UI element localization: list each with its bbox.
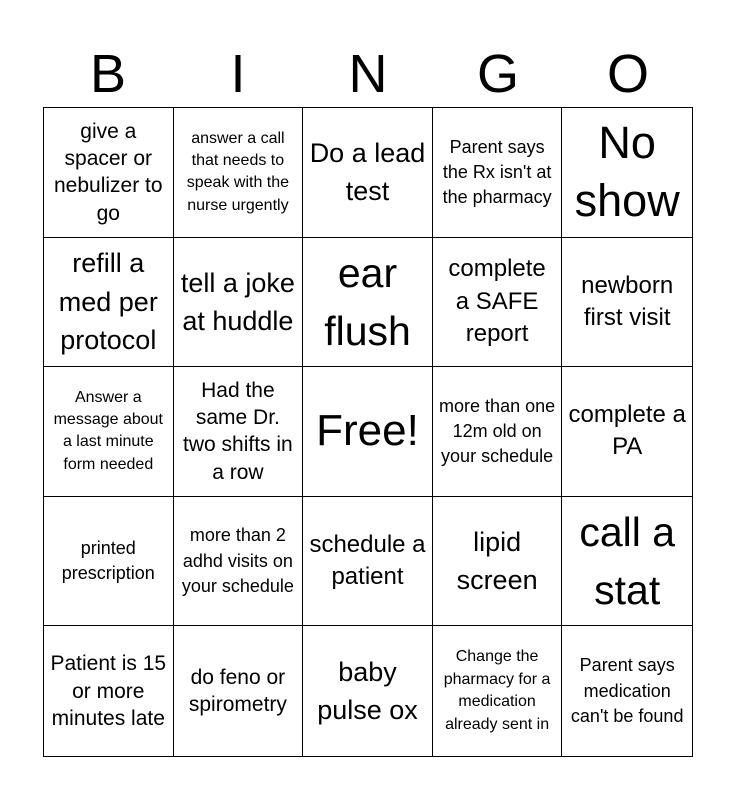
cell-label: No show	[574, 116, 680, 227]
bingo-cell[interactable]	[303, 626, 433, 756]
bingo-cell[interactable]	[174, 108, 304, 238]
cell-label: complete a PA	[568, 401, 686, 461]
cell-label: answer a call that needs to speak with the nurse urgently	[186, 129, 290, 214]
bingo-cell[interactable]	[303, 108, 433, 238]
cell-label: refill a med per protocol	[58, 248, 158, 356]
cell-label: ear flush	[324, 249, 411, 354]
bingo-board	[43, 107, 693, 757]
cell-label: Had the same Dr. two shifts in a row	[183, 378, 293, 484]
cell-label: Free!	[316, 406, 419, 456]
bingo-cell[interactable]	[562, 108, 692, 238]
cell-label: schedule a patient	[309, 530, 426, 591]
bingo-cell[interactable]	[562, 238, 692, 368]
header-letter-o: O	[606, 44, 649, 104]
bingo-cell[interactable]	[433, 108, 563, 238]
cell-label: complete a SAFE report	[448, 255, 546, 348]
bingo-cell[interactable]	[433, 497, 563, 627]
cell-label: more than one 12m old on your schedule	[439, 395, 556, 467]
bingo-cell[interactable]	[174, 238, 304, 368]
bingo-cell[interactable]	[562, 626, 692, 756]
bingo-cell[interactable]	[562, 367, 692, 497]
free-space-cell[interactable]	[303, 367, 433, 497]
cell-label: tell a joke at huddle	[180, 267, 295, 336]
bingo-cell[interactable]	[44, 238, 174, 368]
header-letter-g: G	[476, 44, 519, 104]
header-letter-b: B	[89, 44, 127, 104]
cell-label: give a spacer or nebulizer to go	[54, 119, 163, 225]
cell-label: Answer a message about a last minute form needed	[53, 388, 163, 473]
cell-label: Parent says the Rx isn't at the pharmacy	[442, 136, 552, 207]
bingo-cell[interactable]	[174, 367, 304, 497]
bingo-cell[interactable]	[433, 238, 563, 368]
cell-label: call a stat	[579, 508, 676, 614]
bingo-cell[interactable]	[303, 238, 433, 368]
bingo-cell[interactable]	[44, 626, 174, 756]
cell-label: Do a lead test	[309, 137, 426, 207]
cell-label: printed prescription	[61, 537, 155, 584]
bingo-cell[interactable]	[174, 497, 304, 627]
bingo-cell[interactable]	[44, 108, 174, 238]
cell-label: Parent says medication can't be found	[570, 655, 684, 726]
bingo-cell[interactable]	[44, 367, 174, 497]
bingo-cell[interactable]	[433, 367, 563, 497]
cell-label: lipid screen	[456, 526, 538, 596]
cell-label: Change the pharmacy for a medication already sent in	[443, 648, 551, 733]
cell-label: baby pulse ox	[317, 656, 418, 726]
bingo-cell[interactable]	[174, 626, 304, 756]
bingo-cell[interactable]	[44, 497, 174, 627]
bingo-header	[43, 40, 693, 108]
cell-label: more than 2 adhd visits on your schedule	[181, 525, 294, 596]
cell-label: do feno or spirometry	[188, 665, 287, 717]
header-letter-i: I	[230, 44, 246, 104]
cell-label: newborn first visit	[581, 271, 674, 331]
bingo-cell[interactable]	[433, 626, 563, 756]
cell-label: Patient is 15 or more minutes late	[50, 652, 167, 730]
bingo-cell[interactable]	[562, 497, 692, 627]
header-letter-n: N	[348, 44, 388, 104]
bingo-cell[interactable]	[303, 497, 433, 627]
